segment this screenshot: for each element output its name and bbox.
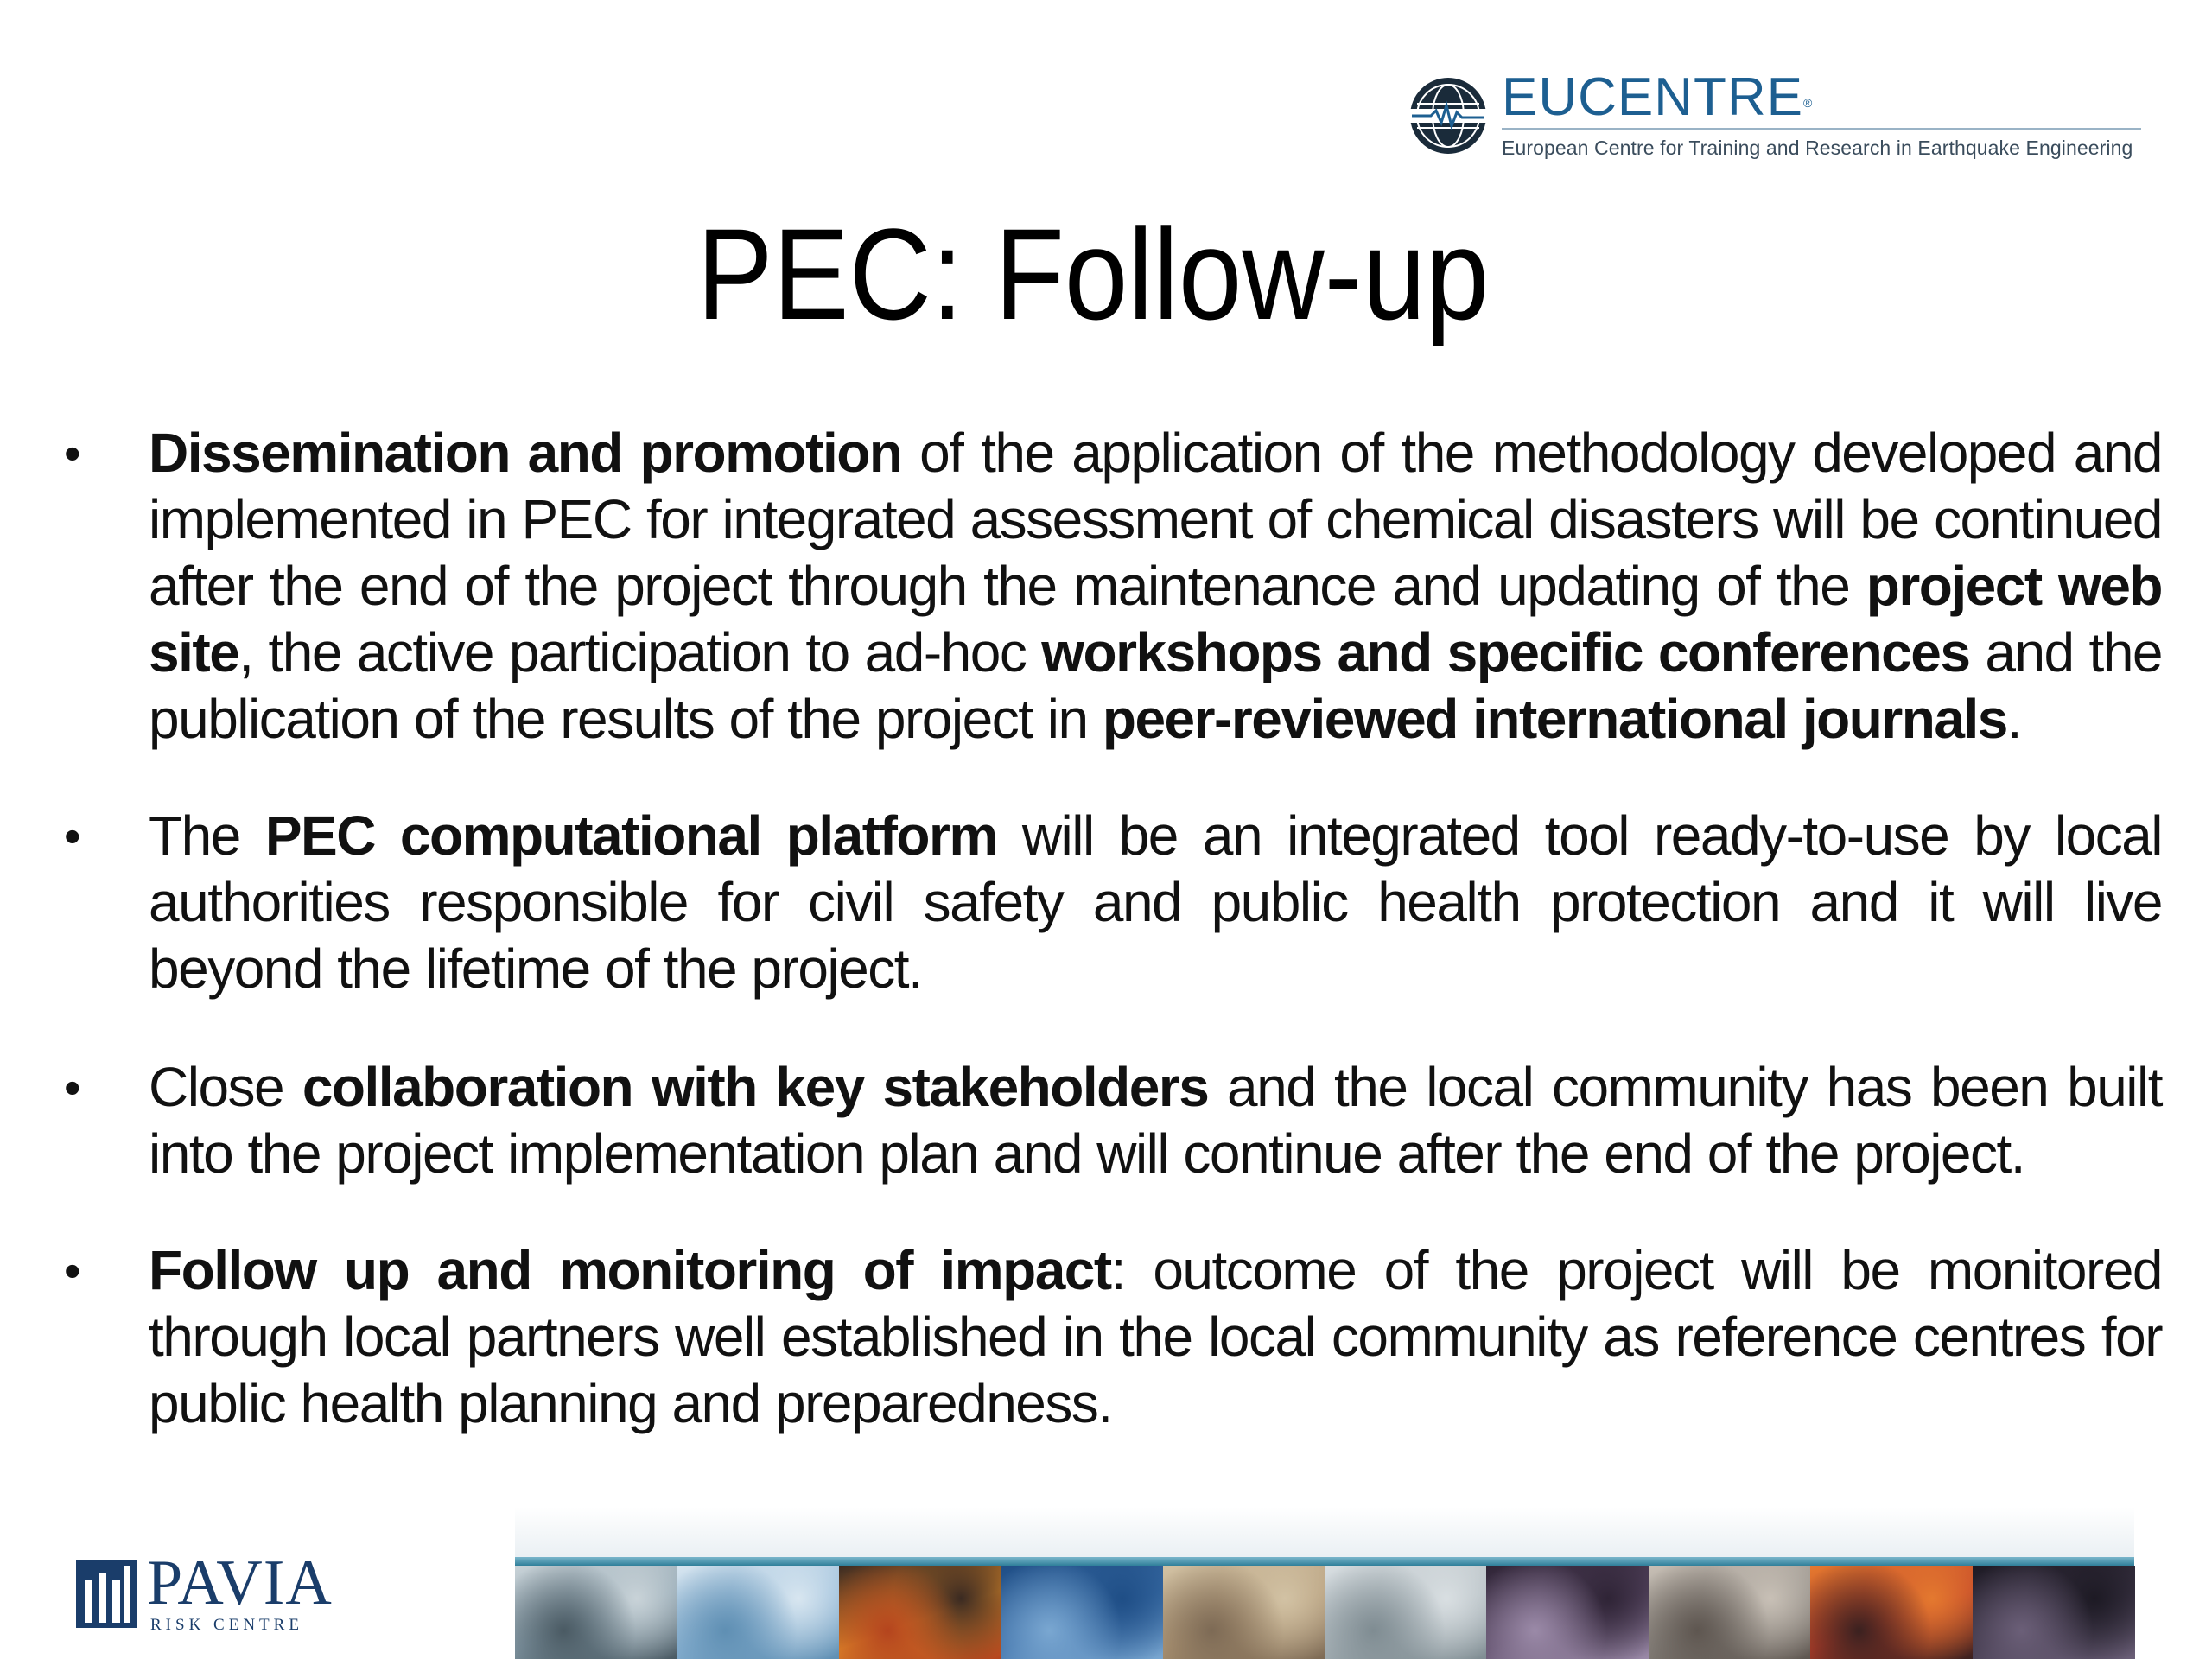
bullet-text: [149, 420, 2162, 753]
strip-band: [515, 1557, 2134, 1566]
bold-phrase: PEC computational platform: [264, 804, 997, 867]
text-run: The: [149, 804, 265, 867]
pavia-subtitle: RISK CENTRE: [150, 1616, 303, 1634]
eucentre-name: EUCENTRE: [1502, 67, 1804, 127]
lava-photo: [1810, 1566, 1973, 1659]
text-run: .: [2006, 688, 2022, 750]
eucentre-tagline: European Centre for Training and Research in Earthquake Engineering: [1502, 137, 2133, 159]
strip-fade: [515, 1507, 2134, 1559]
text-run: : outcome of the project will be monitored through local partners well established in the local community as reference centres for public health planning and preparedness.: [149, 1239, 2163, 1434]
offshore-platform-photo: [1001, 1566, 1163, 1659]
pavia-wordmark: PAVIA: [147, 1548, 333, 1618]
bold-phrase: Dissemination and promotion: [149, 422, 902, 484]
eucentre-logo: [1407, 67, 2150, 171]
text-run: and the publication of the results of the project in: [149, 621, 2163, 750]
text-run: of the application of the methodology developed and implemented in PEC for integrated assessment of chemical disasters will be continued after the end of the project through the maintenance and updating of the: [149, 422, 2163, 617]
bold-phrase: workshops and specific conferences: [1041, 621, 1970, 683]
photo-strip: [515, 1507, 2134, 1659]
bold-phrase: project web site: [149, 555, 2163, 683]
globe-seismograph-icon: [1407, 74, 1490, 157]
bullet-marker: •: [64, 426, 81, 480]
bold-phrase: peer-reviewed international journals: [1102, 688, 2007, 750]
bullet-text: [149, 803, 2162, 1002]
flood-photo: [515, 1566, 677, 1659]
bullet-marker: •: [64, 809, 81, 863]
text-run: , the active participation to ad-hoc: [238, 621, 1042, 683]
text-run: will be an integrated tool ready-to-use by local authorities responsible for civil safety and public health protection and it will live beyond the lifetime of the project.: [149, 804, 2163, 1000]
logo-divider: [1502, 128, 2141, 130]
bullet-marker: •: [64, 1243, 81, 1298]
trademark-symbol: ®: [1803, 96, 1814, 110]
storm-cloud-photo: [1325, 1566, 1487, 1659]
pavia-risk-centre-logo: [76, 1548, 353, 1637]
slide-title: PEC: Follow-up: [696, 201, 1490, 346]
eucentre-wordmark: [1502, 67, 1813, 128]
rubble-photo: [1649, 1566, 1811, 1659]
bridge-photo: [677, 1566, 839, 1659]
bullet-marker: •: [64, 1060, 81, 1115]
burning-car-photo: [839, 1566, 1001, 1659]
bold-phrase: Follow up and monitoring of impact: [149, 1239, 1111, 1301]
bold-phrase: collaboration with key stakeholders: [302, 1056, 1209, 1118]
bullet-text: [149, 1054, 2162, 1187]
damaged-building-photo: [1486, 1566, 1649, 1659]
text-run: Close: [149, 1056, 302, 1118]
text-run: and the local community has been built into the project implementation plan and will continue after the end of the project.: [149, 1056, 2163, 1185]
city-rooftops-photo: [1163, 1566, 1325, 1659]
bullet-text: [149, 1237, 2162, 1437]
pavia-columns-icon: [76, 1560, 137, 1628]
lightning-photo: [1973, 1566, 2135, 1659]
